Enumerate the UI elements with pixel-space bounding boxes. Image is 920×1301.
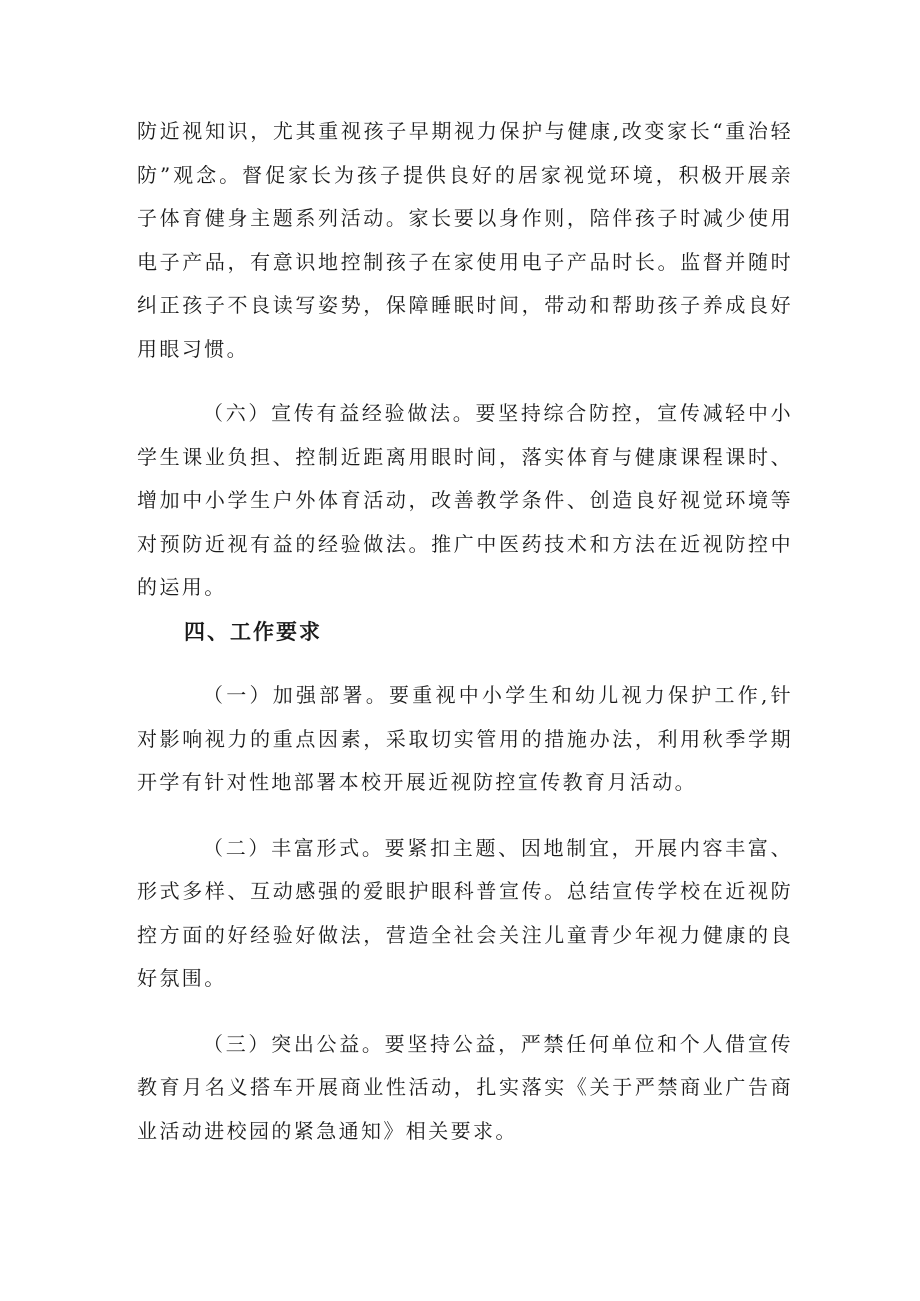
paragraph-enrich-forms: （二）丰富形式。要紧扣主题、因地制宜，开展内容丰富、形式多样、互动感强的爱眼护眼科普宣传。总结宣传学校在近视防控方面的好经验好做法，营造全社会关注儿童青少年视力健康的良好氛围。 xyxy=(137,835,793,990)
section-heading-work-requirements: 四、工作要求 xyxy=(184,619,322,644)
paragraph-highlight-public-welfare: （三）突出公益。要坚持公益，严禁任何单位和个人借宣传教育月名义搭车开展商业性活动，扎实落实《关于严禁商业广告商业活动进校园的紧急通知》相关要求。 xyxy=(137,1031,793,1143)
document-body xyxy=(137,110,793,1153)
paragraph-promote-experience: （六）宣传有益经验做法。要坚持综合防控，宣传减轻中小学生课业负担、控制近距离用眼时间，落实体育与健康课程课时、增加中小学生户外体育活动，改善教学条件、创造良好视觉环境等对预防近视有益的经验做法。推广中医药技术和方法在近视防控中的运用。 xyxy=(137,401,793,599)
paragraph-strengthen-deployment: （一）加强部署。要重视中小学生和幼儿视力保护工作,针对影响视力的重点因素，采取切实管用的措施办法，利用秋季学期开学有针对性地部署本校开展近视防控宣传教育月活动。 xyxy=(137,683,793,794)
paragraph-parent-education-continued: 防近视知识，尤其重视孩子早期视力保护与健康,改变家长“重治轻防”观念。督促家长为孩子提供良好的居家视觉环境，积极开展亲子体育健身主题系列活动。家长要以身作则，陪伴孩子时减少使用电子产品，有意识地控制孩子在家使用电子产品时长。监督并随时纠正孩子不良读写姿势，保障睡眠时间，带动和帮助孩子养成良好用眼习惯。 xyxy=(137,119,793,361)
